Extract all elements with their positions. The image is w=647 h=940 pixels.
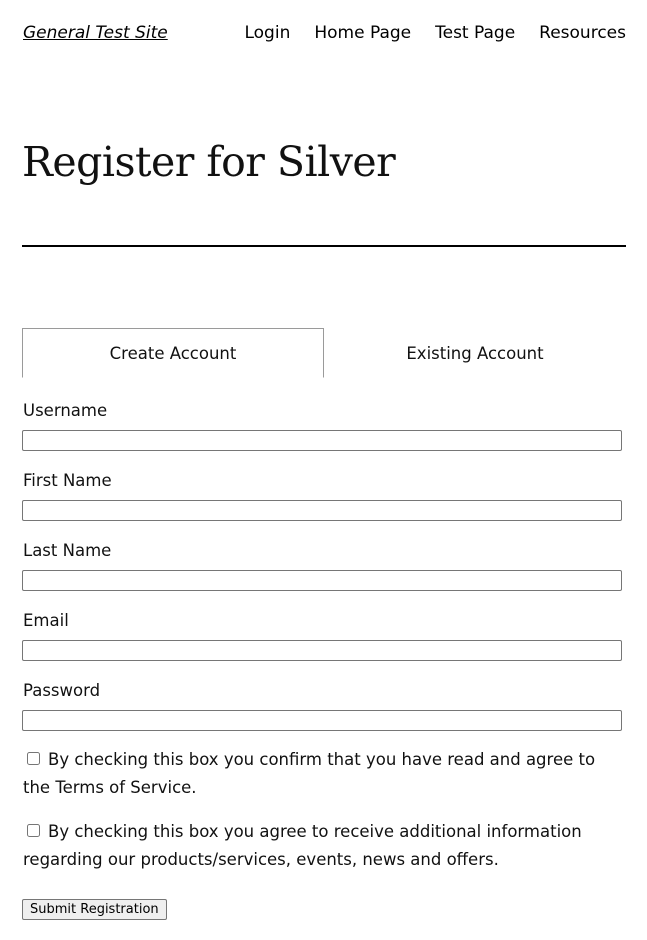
first-name-input[interactable] xyxy=(22,500,622,521)
email-input[interactable] xyxy=(22,640,622,661)
password-label: Password xyxy=(23,681,101,700)
username-input[interactable] xyxy=(22,430,622,451)
tos-checkbox-group xyxy=(23,746,623,802)
site-header xyxy=(23,18,626,48)
marketing-checkbox[interactable] xyxy=(27,824,40,837)
nav-test-page[interactable]: Test Page xyxy=(435,23,516,43)
first-name-field-group xyxy=(22,468,626,538)
first-name-label: First Name xyxy=(23,471,112,490)
nav-home-page[interactable]: Home Page xyxy=(314,23,412,43)
last-name-field-group xyxy=(22,538,626,608)
email-field-group xyxy=(22,608,626,678)
main-nav xyxy=(244,23,626,43)
page-title: Register for Silver xyxy=(22,138,396,186)
last-name-input[interactable] xyxy=(22,570,622,591)
last-name-label: Last Name xyxy=(23,541,112,560)
password-input[interactable] xyxy=(22,710,622,731)
marketing-checkbox-label: By checking this box you agree to receive additional information regarding our products/services, events, news and offers. xyxy=(23,822,582,869)
username-field-group xyxy=(22,398,626,468)
marketing-checkbox-group xyxy=(23,818,623,874)
account-tabs xyxy=(22,328,626,378)
email-label: Email xyxy=(23,611,69,630)
tos-checkbox[interactable] xyxy=(27,752,40,765)
nav-login[interactable]: Login xyxy=(244,23,291,43)
nav-resources[interactable]: Resources xyxy=(539,23,626,43)
registration-form xyxy=(22,398,626,748)
tab-create-account[interactable]: Create Account xyxy=(22,328,324,378)
tos-checkbox-label: By checking this box you confirm that you have read and agree to the Terms of Service. xyxy=(23,750,596,797)
title-divider xyxy=(22,245,626,247)
password-field-group xyxy=(22,678,626,748)
site-title-link[interactable]: General Test Site xyxy=(23,23,168,43)
submit-registration-button[interactable]: Submit Registration xyxy=(22,899,167,920)
tab-existing-account[interactable]: Existing Account xyxy=(324,328,626,378)
username-label: Username xyxy=(23,401,108,420)
